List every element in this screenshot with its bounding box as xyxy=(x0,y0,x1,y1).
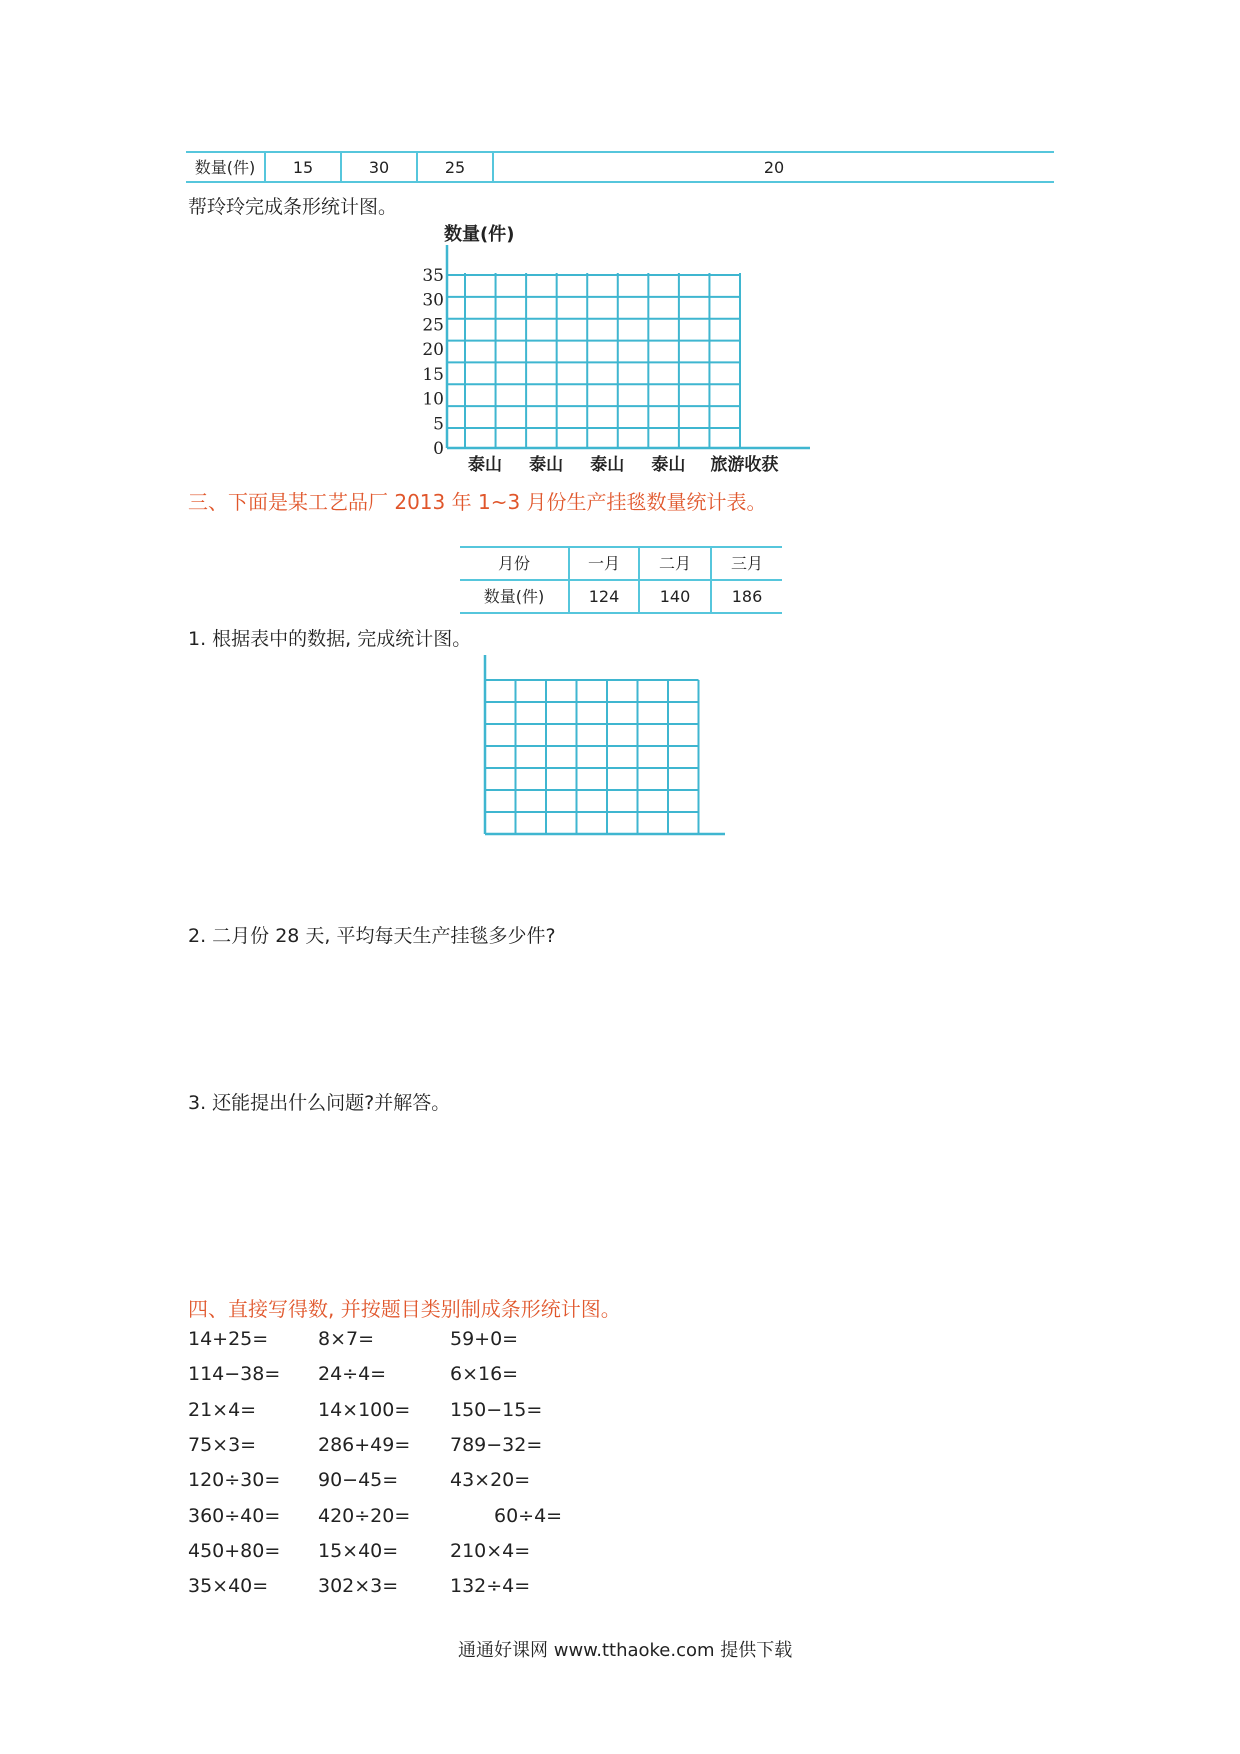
question-1: 1. 根据表中的数据, 完成统计图。 xyxy=(188,628,472,650)
calc-problem: 35×40= xyxy=(188,1575,269,1598)
table-cell: 20 xyxy=(763,158,785,177)
calc-problem: 90−45= xyxy=(318,1469,399,1492)
calc-problem: 420÷20= xyxy=(318,1504,411,1527)
y-tick-label: 0 xyxy=(433,439,444,459)
bar-chart-grid[interactable] xyxy=(420,245,820,475)
calc-problem: 789−32= xyxy=(450,1433,543,1456)
calc-problem: 450+80= xyxy=(188,1539,281,1562)
x-tick-label: 泰山 xyxy=(529,455,564,475)
table-cell: 15 xyxy=(292,158,314,177)
calc-problem: 24÷4= xyxy=(318,1363,387,1386)
calc-problem: 8×7= xyxy=(318,1328,375,1350)
table-header: 三月 xyxy=(730,554,763,573)
y-tick-label: 20 xyxy=(422,340,444,361)
question-3: 3. 还能提出什么问题?并解答。 xyxy=(188,1092,451,1114)
y-tick-label: 30 xyxy=(422,290,444,311)
quantity-table xyxy=(186,151,1054,183)
calc-problem: 21×4= xyxy=(188,1398,257,1421)
table-cell: 186 xyxy=(731,587,763,606)
calc-problem: 150−15= xyxy=(450,1398,543,1421)
table-row-label: 数量(件) xyxy=(483,587,545,606)
y-tick-label: 35 xyxy=(422,266,444,286)
section-3-title: 三、下面是某工艺品厂 2013 年 1~3 月份生产挂毯数量统计表。 xyxy=(188,490,767,514)
chart-ylabel: 数量(件) xyxy=(444,224,515,245)
calc-problem: 114−38= xyxy=(188,1363,281,1386)
x-tick-label: 泰山 xyxy=(651,455,686,475)
question-2: 2. 二月份 28 天, 平均每天生产挂毯多少件? xyxy=(188,925,556,947)
section-4-title: 四、直接写得数, 并按题目类别制成条形统计图。 xyxy=(188,1297,621,1321)
calc-problem: 120÷30= xyxy=(188,1469,281,1492)
calc-problem: 6×16= xyxy=(450,1363,519,1386)
calc-problem: 132÷4= xyxy=(450,1575,531,1598)
calc-problem: 286+49= xyxy=(318,1433,411,1456)
x-tick-label: 旅游收获 xyxy=(710,455,779,475)
x-tick-label: 泰山 xyxy=(468,455,502,475)
table-cell: 25 xyxy=(444,158,466,177)
table-header: 一月 xyxy=(587,554,620,573)
calc-problem: 210×4= xyxy=(450,1539,531,1562)
calc-problem: 15×40= xyxy=(318,1539,399,1562)
y-tick-label: 5 xyxy=(433,414,444,435)
calc-problem: 60÷4= xyxy=(494,1504,563,1527)
footer-text: 通通好课网 www.tthaoke.com 提供下载 xyxy=(458,1640,793,1661)
y-tick-label: 10 xyxy=(422,389,444,410)
calc-problem: 14×100= xyxy=(318,1398,411,1421)
x-tick-label: 泰山 xyxy=(590,455,625,475)
monthly-table xyxy=(460,546,782,614)
table-header: 二月 xyxy=(658,554,691,573)
calc-problem: 302×3= xyxy=(318,1575,399,1598)
calc-problem: 14+25= xyxy=(188,1328,269,1350)
table-cell: 30 xyxy=(368,158,390,177)
table-cell: 124 xyxy=(588,587,620,606)
calc-problem: 75×3= xyxy=(188,1433,257,1456)
chart-instruction: 帮玲玲完成条形统计图。 xyxy=(188,196,398,218)
calc-problem: 360÷40= xyxy=(188,1504,281,1527)
calc-problem: 59+0= xyxy=(450,1328,519,1350)
calc-problem: 43×20= xyxy=(450,1469,531,1492)
table-row-label: 数量(件) xyxy=(194,158,256,177)
table-header: 月份 xyxy=(497,554,530,573)
blank-chart-grid[interactable] xyxy=(480,655,740,845)
y-tick-label: 15 xyxy=(422,364,444,385)
y-tick-label: 25 xyxy=(422,315,444,336)
table-cell: 140 xyxy=(659,587,691,606)
